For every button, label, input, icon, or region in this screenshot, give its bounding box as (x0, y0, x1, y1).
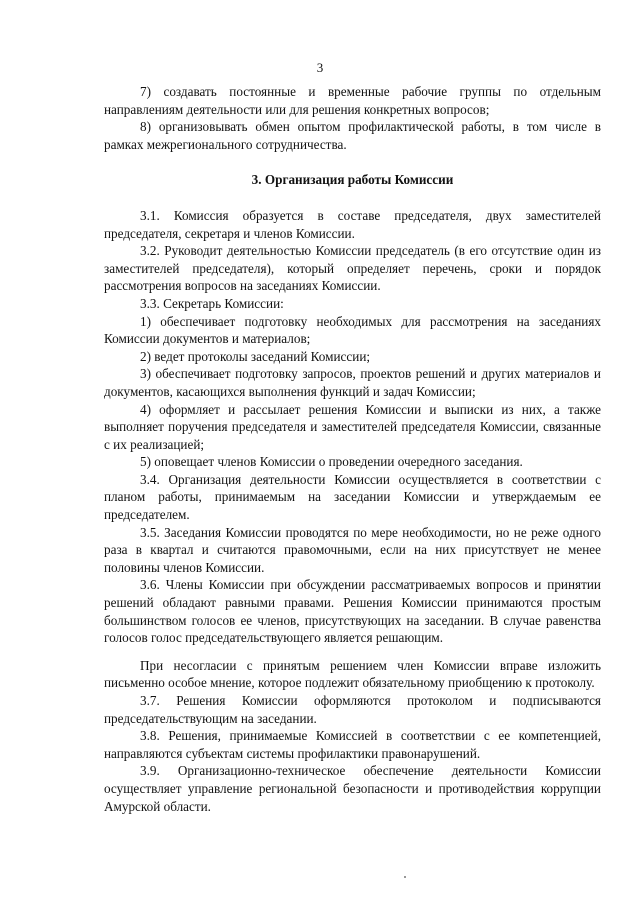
scan-speck (404, 876, 406, 878)
clause-3-4: 3.4. Организация деятельности Комиссии осуществляется в соответствии с планом работы, принимаемым на заседании Комиссии и утверждаемым ее председателем. (104, 471, 601, 523)
clause-3-7: 3.7. Решения Комиссии оформляются протоколом и подписываются председательствующим на заседании. (104, 693, 601, 726)
clause-3-9: 3.9. Организационно-техническое обеспечение деятельности Комиссии осуществляет управление региональной безопасности и противодействия коррупции Амурской области. (104, 763, 601, 814)
clause-3-3-item-4: 4) оформляет и рассылает решения Комиссии и выписки из них, а также выполняет поручения председателя и заместителей председателя Комиссии, связанные с их реализацией; (104, 401, 601, 452)
clause-3-6: 3.6. Члены Комиссии при обсуждении рассматриваемых вопросов и принятии решений обладают равными правами. Решения Комиссии принимаются простым большинством голосов ее членов, присутствующих на заседании. В случае равенства голосов голос председательствующего является решающим. (104, 577, 601, 646)
clause-3-6-dissent: При несогласии с принятым решением член Комиссии вправе изложить письменно особое мнение, которое подлежит обязательному приобщению к протоколу. (104, 657, 601, 691)
clause-3-8: 3.8. Решения, принимаемые Комиссией в соответствии с ее компетенцией, направляются субъектам системы профилактики правонарушений. (104, 728, 601, 761)
clause-3-3-item-1: 1) обеспечивает подготовку необходимых для рассмотрения на заседаниях Комиссии документов и материалов; (104, 313, 601, 347)
clause-3-3: 3.3. Секретарь Комиссии: (140, 295, 284, 311)
clause-3-5: 3.5. Заседания Комиссии проводятся по мере необходимости, но не реже одного раза в квартал и считаются правомочными, если на них присутствует не менее половины членов Комиссии. (104, 524, 601, 575)
clause-3-3-item-2: 2) ведет протоколы заседаний Комиссии; (140, 348, 371, 364)
section-heading: 3. Организация работы Комиссии (251, 172, 454, 188)
clause-3-3-item-5: 5) оповещает членов Комиссии о проведении очередного заседания. (140, 454, 523, 470)
clause-3-3-item-3: 3) обеспечивает подготовку запросов, проектов решений и других материалов и документов, касающихся выполнения функций и задач Комиссии; (104, 366, 601, 399)
clause-3-1: 3.1. Комиссия образуется в составе председателя, двух заместителей председателя, секретаря и членов Комиссии. (104, 207, 601, 241)
document-body (104, 83, 601, 815)
list-item-7: 7) создавать постоянные и временные рабочие группы по отдельным направлениям деятельности или для решения конкретных вопросов; (104, 84, 601, 117)
page-number: 3 (316, 60, 324, 75)
clause-3-2: 3.2. Руководит деятельностью Комиссии председатель (в его отсутствие один из заместителей председателя), который определяет перечень, сроки и порядок рассмотрения вопросов на заседаниях Комиссии. (104, 243, 601, 294)
list-item-8: 8) организовывать обмен опытом профилактической работы, в том числе в рамках межрегионального сотрудничества. (104, 119, 601, 152)
